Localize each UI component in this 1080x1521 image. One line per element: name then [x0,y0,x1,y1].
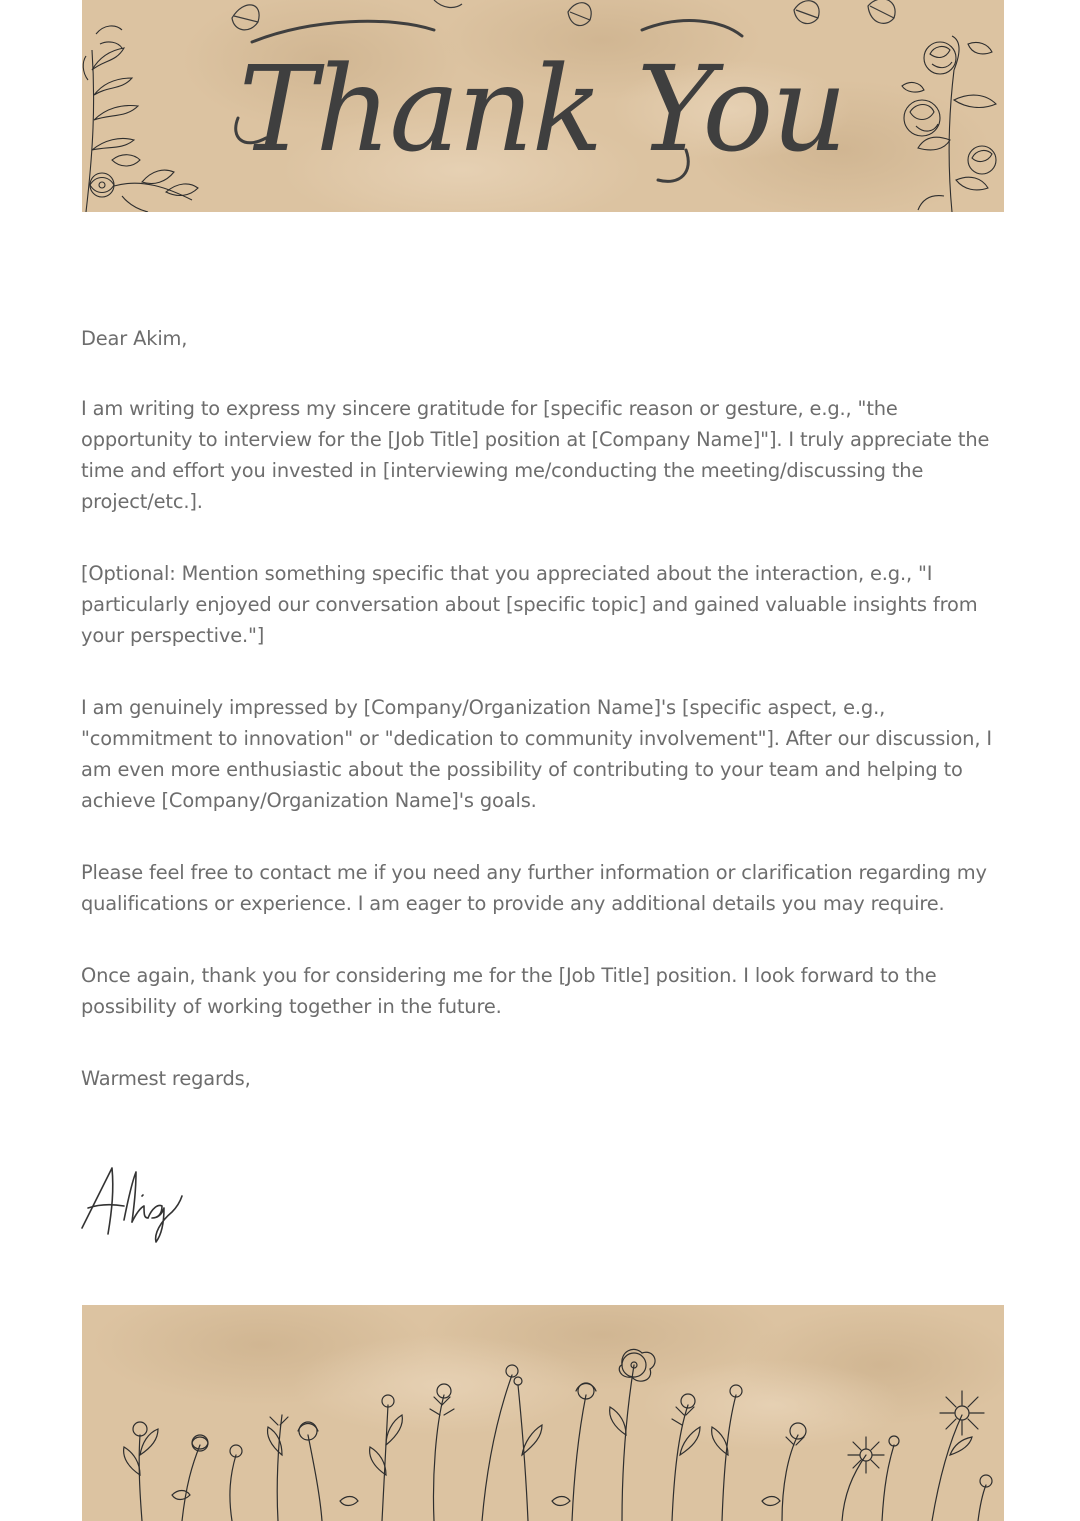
salutation: Dear Akim, [81,327,188,350]
signature [78,1160,188,1245]
footer-artwork [82,1305,1004,1521]
header-banner [82,0,1004,212]
letter-paragraph: I am writing to express my sincere gratitude for [specific reason or gesture, e.g., "the opportunity to interview for the [Job Title] position at [Company Name]"]. I truly appreciate the time and effort you invested in [interviewing me/conducting the meeting/discussing the project/etc.]. [81,397,990,513]
header-artwork [82,0,1004,212]
letter-body [81,323,1011,1094]
footer-banner [82,1305,1004,1521]
letter-paragraph: Once again, thank you for considering me for the [Job Title] position. I look forward to the possibility of working together in the future. [81,964,937,1018]
letter-paragraph: I am genuinely impressed by [Company/Organization Name]'s [specific aspect, e.g., "commitment to innovation" or "dedication to community involvement"]. After our discussion, I am even more enthusiastic about the possibility of contributing to your team and helping to achieve [Company/Organization Name]'s goals. [81,696,992,812]
letter-paragraph: [Optional: Mention something specific that you appreciated about the interaction, e.g., "I particularly enjoyed our conversation about [specific topic] and gained valuable insights from your perspective."] [81,562,978,647]
signature-icon [78,1160,188,1245]
header-title: Thank You [238,40,846,178]
letter-paragraph: Please feel free to contact me if you need any further information or clarification regarding my qualifications or experience. I am eager to provide any additional details you may require. [81,861,987,915]
closing: Warmest regards, [81,1067,251,1090]
